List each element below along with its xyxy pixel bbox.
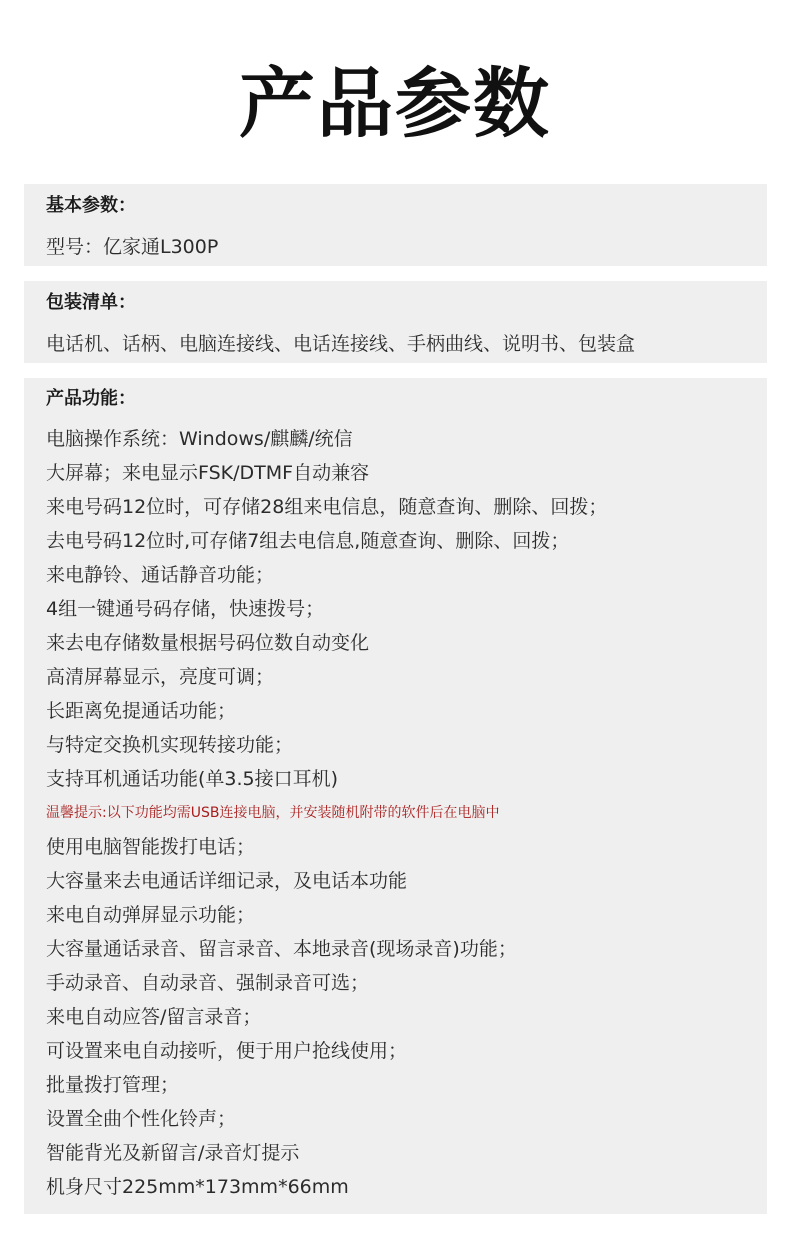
feature-item: 来去电存储数量根据号码位数自动变化	[46, 632, 370, 654]
pc-feature-item: 来电自动应答/留言录音；	[46, 1006, 262, 1028]
feature-item: 来电号码12位时，可存储28组来电信息，随意查询、删除、回拨；	[46, 496, 608, 518]
basic-params-heading: 基本参数：	[46, 195, 136, 216]
feature-item: 高清屏幕显示，亮度可调；	[46, 666, 275, 688]
packing-list-section	[24, 281, 767, 363]
feature-item: 4组一键通号码存储，快速拨号；	[46, 598, 325, 620]
packing-list-items: 电话机、话柄、电脑连接线、电话连接线、手柄曲线、说明书、包装盒	[46, 333, 636, 355]
pc-feature-item: 来电自动弹屏显示功能；	[46, 904, 256, 926]
feature-item: 长距离免提通话功能；	[46, 700, 237, 722]
packing-list-heading: 包装清单：	[46, 292, 136, 313]
pc-feature-item: 设置全曲个性化铃声；	[46, 1108, 237, 1130]
pc-feature-item: 大容量通话录音、留言录音、本地录音(现场录音)功能；	[46, 938, 517, 960]
feature-item: 支持耳机通话功能(单3.5接口耳机)	[46, 768, 339, 790]
pc-feature-item: 可设置来电自动接听，便于用户抢线使用；	[46, 1040, 408, 1062]
pc-feature-item: 智能背光及新留言/录音灯提示	[46, 1142, 300, 1164]
feature-item: 电脑操作系统：Windows/麒麟/统信	[46, 428, 353, 450]
usb-requirement-note: 温馨提示:以下功能均需USB连接电脑，并安装随机附带的软件后在电脑中	[46, 805, 500, 821]
pc-feature-item: 批量拨打管理；	[46, 1074, 180, 1096]
feature-item: 与特定交换机实现转接功能；	[46, 734, 294, 756]
feature-item: 大屏幕；来电显示FSK/DTMF自动兼容	[46, 462, 370, 484]
feature-item: 来电静铃、通话静音功能；	[46, 564, 275, 586]
dimensions-item: 机身尺寸225mm*173mm*66mm	[46, 1176, 349, 1198]
feature-list	[46, 427, 767, 1209]
basic-params-section	[24, 184, 767, 266]
product-functions-section	[24, 378, 767, 1214]
pc-feature-item: 使用电脑智能拨打电话；	[46, 836, 256, 858]
pc-feature-item: 大容量来去电通话详细记录，及电话本功能	[46, 870, 408, 892]
pc-feature-item: 手动录音、自动录音、强制录音可选；	[46, 972, 370, 994]
feature-item: 去电号码12位时,可存储7组去电信息,随意查询、删除、回拨；	[46, 530, 570, 552]
product-functions-heading: 产品功能：	[46, 388, 136, 409]
model-text: 型号：亿家通L300P	[46, 236, 219, 258]
page-title: 产品参数	[239, 59, 551, 148]
